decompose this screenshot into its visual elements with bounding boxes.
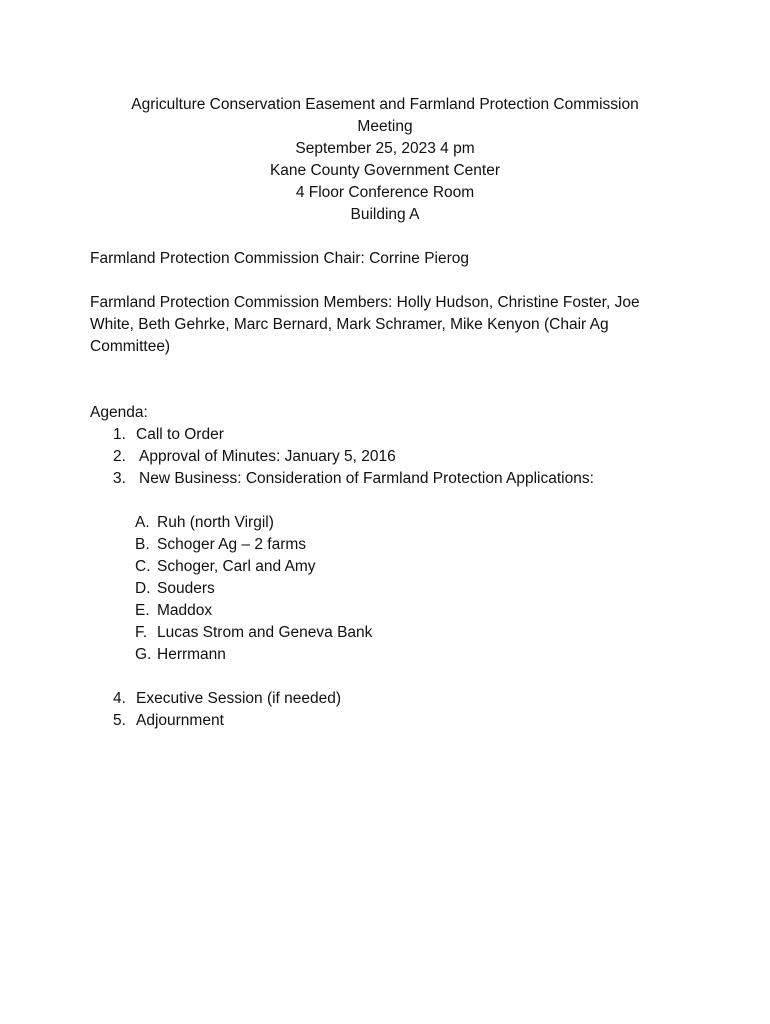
members-line-2: White, Beth Gehrke, Marc Bernard, Mark Schramer, Mike Kenyon (Chair Ag [90,316,609,333]
commission-chair: Farmland Protection Commission Chair: Corrine Pierog [90,250,470,267]
agenda-item-text: Executive Session (if needed) [136,690,342,707]
commission-members [90,292,680,358]
application-name: Schoger, Carl and Amy [157,558,316,575]
meeting-date: September 25, 2023 4 pm [295,140,475,157]
applications-list [90,512,680,666]
application-item [135,600,680,622]
meeting-title-line-1: Agriculture Conservation Easement and Farmland Protection Commission [131,96,639,113]
application-letter: A. [135,514,150,531]
application-item [135,578,680,600]
application-letter: E. [135,602,150,619]
agenda-item-text: Call to Order [136,426,224,443]
agenda-item [90,710,680,732]
agenda-item-number: 4. [113,690,126,707]
agenda-item-text: New Business: Consideration of Farmland Protection Applications: [139,470,594,487]
application-letter: G. [135,646,152,663]
agenda-item-number: 1. [113,426,126,443]
application-letter: D. [135,580,151,597]
application-letter: C. [135,558,151,575]
application-name: Ruh (north Virgil) [157,514,274,531]
application-item [135,556,680,578]
agenda-item-number: 3. [113,470,126,487]
application-name: Souders [157,580,215,597]
application-name: Lucas Strom and Geneva Bank [157,624,373,641]
meeting-header [90,94,680,226]
meeting-room: 4 Floor Conference Room [295,184,475,201]
application-name: Maddox [157,602,213,619]
agenda-item [90,446,680,468]
agenda-item-number: 2. [113,448,126,465]
application-item [135,622,680,644]
members-line-3: Committee) [90,338,171,355]
application-letter: F. [135,624,148,641]
meeting-venue: Kane County Government Center [269,162,501,179]
members-line-1: Farmland Protection Commission Members: Holly Hudson, Christine Foster, Joe [90,294,640,311]
agenda-list [90,424,680,732]
agenda-item [90,468,680,490]
application-item [135,534,680,556]
application-name: Schoger Ag – 2 farms [157,536,307,553]
application-name: Herrmann [157,646,226,663]
agenda-item [90,688,680,710]
agenda-item [90,424,680,446]
application-item [135,512,680,534]
agenda-item-text: Adjournment [136,712,224,729]
agenda-heading: Agenda: [90,404,148,421]
application-item [135,644,680,666]
agenda-item-number: 5. [113,712,126,729]
application-letter: B. [135,536,150,553]
meeting-title-line-2: Meeting [357,118,413,135]
meeting-building: Building A [350,206,420,223]
agenda-item-text: Approval of Minutes: January 5, 2016 [139,448,396,465]
document-page [90,94,680,732]
